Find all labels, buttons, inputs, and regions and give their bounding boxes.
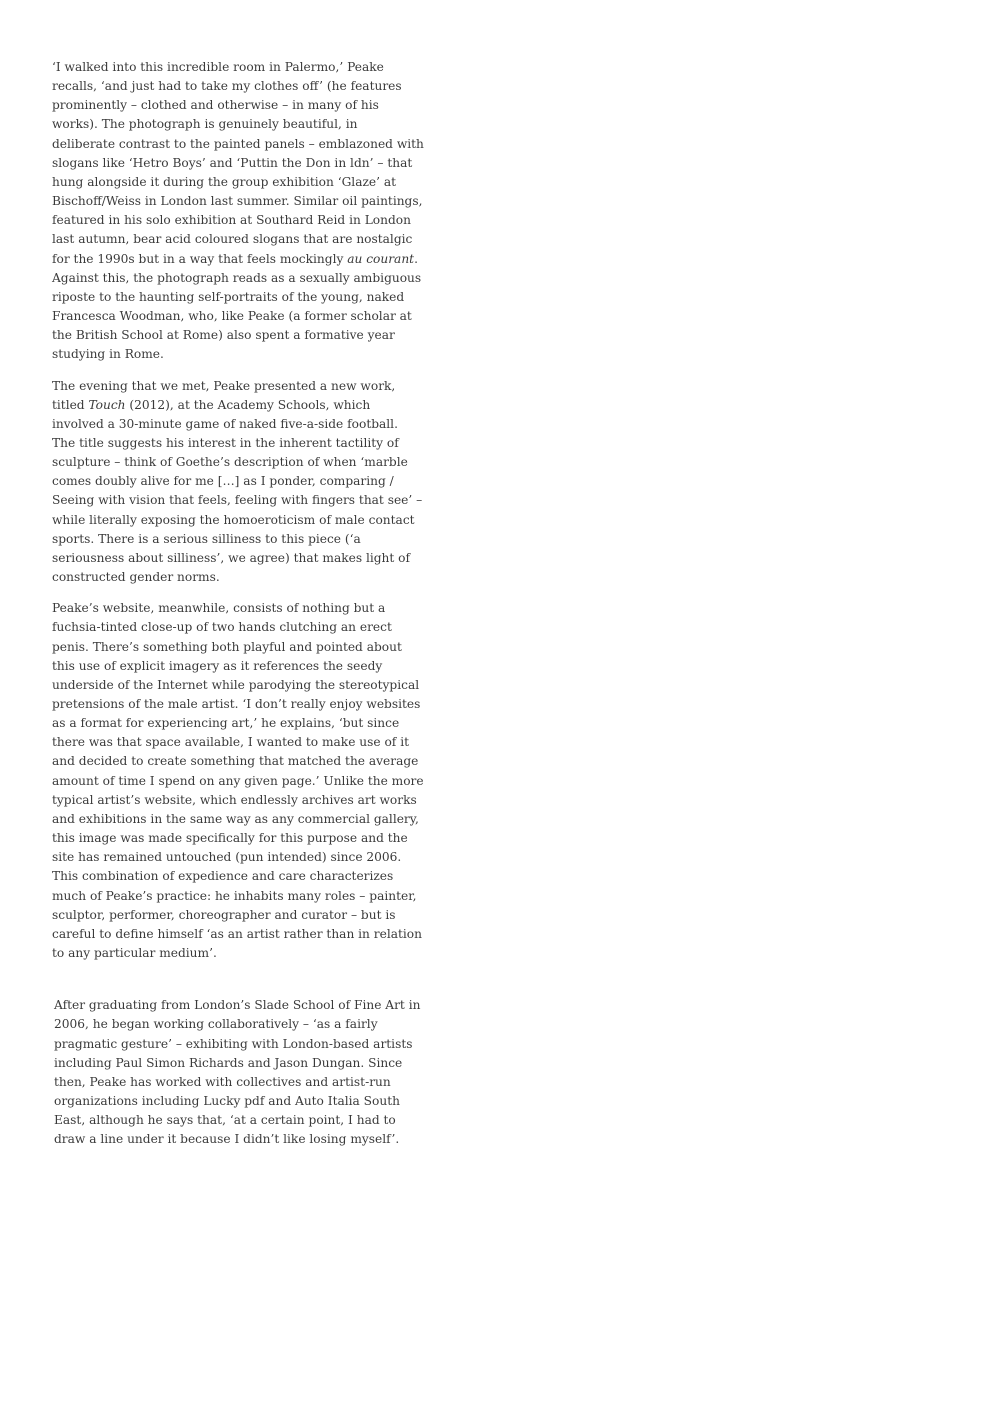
paragraph-palermo [52,58,424,365]
article-text-column [52,58,424,1161]
paragraph-website [52,599,424,963]
paragraph-text: After graduating from London’s Slade School of Fine Art in 2006, he began working collaboratively – ‘as a fairly pragmatic gesture’ – exhibiting with London-based artists including Paul Simon Richards and Jason Dungan. Since then, Peake has worked with collectives and artist-run organizations including Lucky pdf and Auto Italia South East, although he says that, ‘at a certain point, I had to draw a line under it because I didn’t like losing myself’. [54,998,421,1147]
paragraph-text: . Against this, the photograph reads as a sexually ambiguous riposte to the haunting self-portraits of the young, naked Francesca Woodman, who, like Peake (a former scholar at the British School at Rome) also spent a formative year studying in Rome. [52,251,422,362]
italic-phrase: au courant [347,251,415,266]
paragraph-slade [52,996,424,1149]
paragraph-text: Peake’s website, meanwhile, consists of nothing but a fuchsia-tinted close-up of two hands clutching an erect penis. There’s something both playful and pointed about this use of explicit imagery as it references the seedy underside of the Internet while parodying the stereotypical pretensions of the male artist. ‘I don’t really enjoy websites as a format for experiencing art,’ he explains, ‘but since there was that space available, I wanted to make use of it and decided to create something that matched the average amount of time I spend on any given page.’ Unlike the more typical artist’s website, which endlessly archives art works and exhibitions in the same way as any commercial gallery, this image was made specifically for this purpose and the site has remained untouched (pun intended) since 2006. This combination of expedience and care characterizes much of Peake’s practice: he inhabits many roles – painter, sculptor, performer, choreographer and curator – but is careful to define himself ‘as an artist rather than in relation to any particular medium’. [52,601,424,961]
italic-work-title: Touch [88,397,126,412]
paragraph-text: ‘I walked into this incredible room in Palermo,’ Peake recalls, ‘and just had to take my clothes off’ (he features prominently – clothed and otherwise – in many of his works). The photograph is genuinely beautiful, in deliberate contrast to the painted panels – emblazoned with slogans like ‘Hetro Boys’ and ‘Puttin the Don in ldn’ – that hung alongside it during the group exhibition ‘Glaze’ at Bischoff/Weiss in London last summer. Similar oil paintings, featured in his solo exhibition at Southard Reid in London last autumn, bear acid coloured slogans that are nostalgic for the 1990s but in a way that feels mockingly [52,60,424,266]
paragraph-text: The evening that we met, Peake presented a new work, titled [52,378,396,412]
paragraph-touch [52,377,424,588]
paragraph-text: (2012), at the Academy Schools, which involved a 30-minute game of naked five-a-side football. The title suggests his interest in the inherent tactility of sculpture – think of Goethe’s description of when ‘marble comes doubly alive for me […] as I ponder, comparing / Seeing with vision that feels, feeling with fingers that see’ – while literally exposing the homoeroticism of male contact sports. There is a serious silliness to this piece (‘a seriousness about silliness’, we agree) that makes light of constructed gender norms. [52,397,423,585]
